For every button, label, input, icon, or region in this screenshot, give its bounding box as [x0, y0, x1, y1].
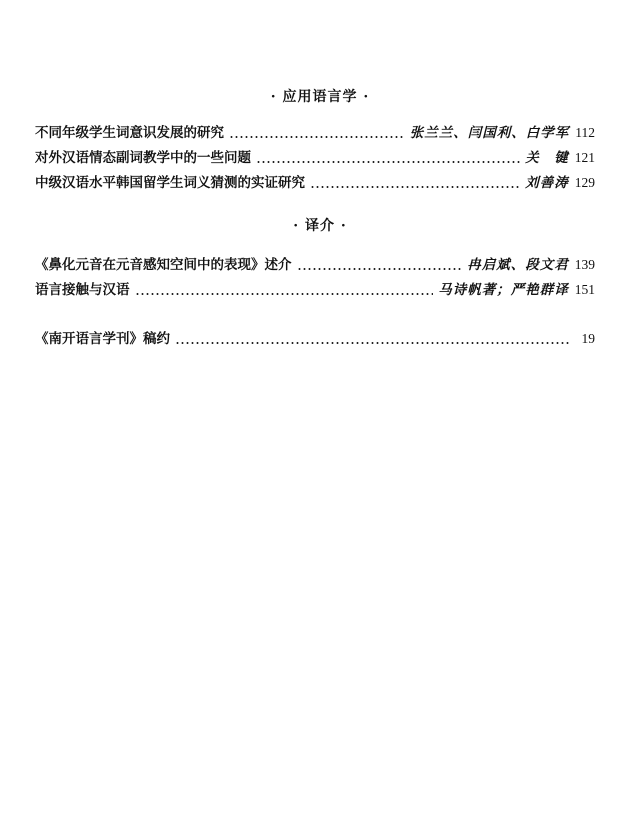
entry-title: 中级汉语水平韩国留学生词义猜测的实证研究: [35, 175, 305, 191]
entry-page-number: 151: [574, 282, 595, 297]
dot-leader: [256, 161, 520, 163]
entry-page-number: 121: [574, 150, 595, 165]
entry-page-number: 139: [574, 257, 595, 272]
dot-leader: [229, 136, 405, 138]
entry-page-number: 19: [581, 331, 595, 346]
toc-entry[interactable]: [35, 149, 595, 167]
section-heading-applied-linguistics: · 应用语言学 ·: [270, 89, 370, 105]
toc-entry[interactable]: [35, 124, 595, 142]
entry-title: 不同年级学生词意识发展的研究: [35, 125, 224, 141]
entry-author: 张兰兰、闫国利、白学军: [409, 125, 570, 141]
section-heading-translation: · 译介 ·: [293, 218, 347, 234]
entry-title: 对外汉语情态副词教学中的一些问题: [35, 150, 251, 166]
dot-leader: [135, 293, 434, 295]
entry-page-number: 129: [574, 175, 595, 190]
entry-page-number: 112: [575, 125, 595, 140]
dot-leader: [175, 342, 571, 344]
entry-author: 冉启斌、段文君: [467, 257, 569, 273]
entry-author: 马诗帆著；严艳群译: [438, 282, 569, 298]
toc-entry[interactable]: [35, 256, 595, 274]
toc-entry-notice[interactable]: [35, 330, 595, 348]
toc-entry[interactable]: [35, 174, 595, 192]
entry-author: 关 键: [525, 150, 569, 166]
entry-title: 《鼻化元音在元音感知空间中的表现》述介: [35, 257, 292, 273]
entry-author: 刘善涛: [525, 175, 569, 191]
entry-title: 语言接触与汉语: [35, 282, 130, 298]
entry-title: 《南开语言学刊》稿约: [35, 331, 170, 347]
dot-leader: [310, 186, 520, 188]
dot-leader: [297, 268, 463, 270]
toc-entry[interactable]: [35, 281, 595, 299]
